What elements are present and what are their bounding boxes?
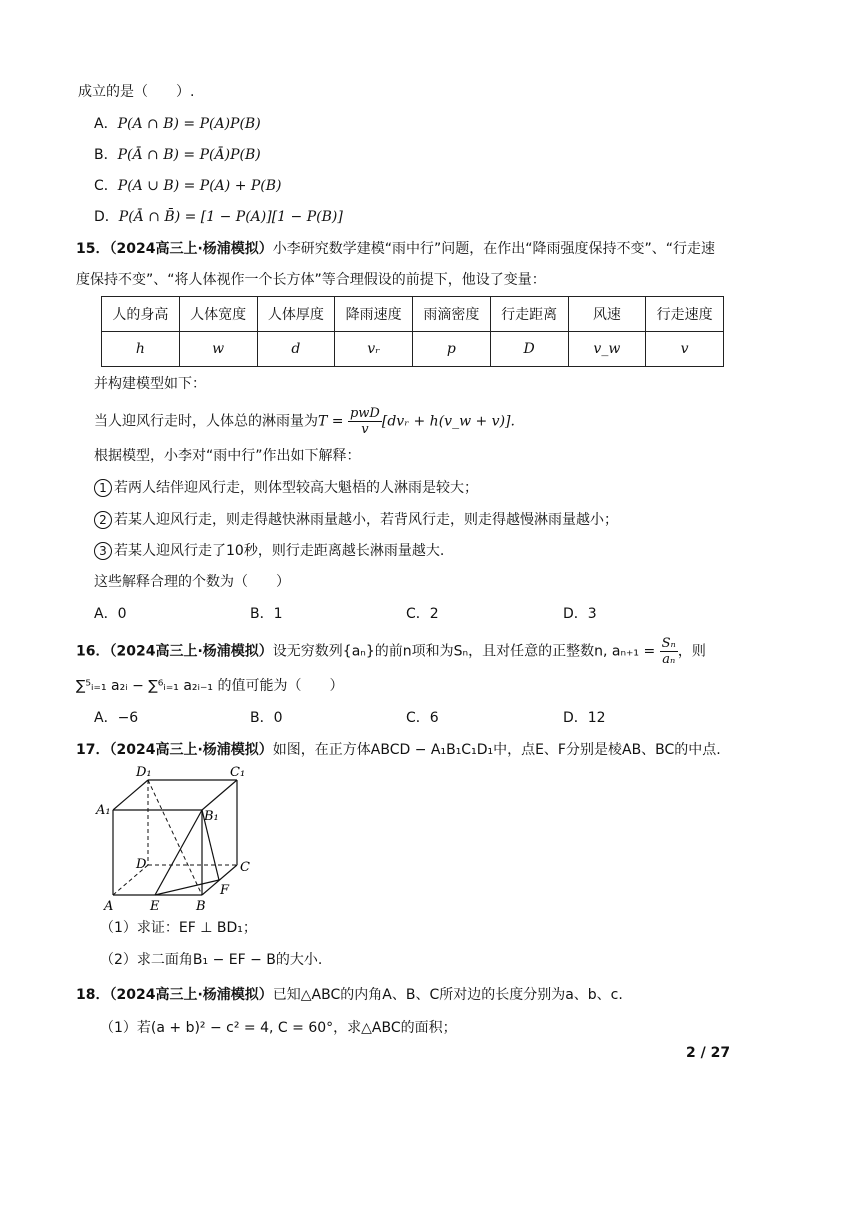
table-cell: h [102, 332, 180, 367]
label-b1: B₁ [204, 809, 219, 824]
formula-rest: [dvᵣ + h(v_w + v)]. [381, 413, 515, 430]
q15-option-b: B．1 [250, 606, 283, 622]
table-cell: vᵣ [335, 332, 413, 367]
q14-option-b [94, 145, 261, 165]
q16-stem-line1 [76, 636, 706, 667]
q15-model-intro: 并构建模型如下： [94, 376, 206, 392]
question-source: （2024高三上·杨浦模拟） [109, 241, 273, 257]
q15-option-a: A．0 [94, 606, 127, 622]
q15-model-formula [94, 406, 515, 437]
formula-lhs: T = [318, 413, 344, 430]
q15-stem-line1 [76, 239, 715, 259]
q17-stem [76, 740, 721, 760]
question-text: 已知△ABC的内角A、B、C所对边的长度分别为a、b、c. [272, 987, 623, 1003]
q15-option-c: C．2 [406, 606, 439, 622]
question-source: （2024高三上·杨浦模拟） [109, 742, 273, 758]
table-cell: 人的身高 [102, 297, 180, 332]
circled-number: 1 [94, 479, 112, 497]
question-source: （2024高三上·杨浦模拟） [109, 643, 273, 660]
table-cell: D [490, 332, 568, 367]
table-cell: 人体宽度 [179, 297, 257, 332]
q15-explain-intro: 根据模型，小李对“雨中行”作出如下解释： [94, 448, 361, 464]
q16-option-c: C．6 [406, 710, 439, 726]
q15-item-1 [94, 478, 478, 498]
q16-stem-line2: ∑⁵ᵢ₌₁ a₂ᵢ − ∑⁶ᵢ₌₁ a₂ᵢ₋₁ 的值可能为（ ） [76, 678, 344, 694]
q16-option-d: D．12 [563, 710, 606, 726]
label-b: B [196, 899, 206, 914]
q15-stem-line2: 度保持不变”、“将人体视作一个长方体”等合理假设的前提下，他设了变量： [76, 272, 546, 288]
question-text: 如图，在正方体ABCD − A₁B₁C₁D₁中，点E、F分别是棱AB、BC的中点. [272, 742, 721, 758]
table-symbol-row [102, 332, 724, 367]
item-text: 若某人迎风行走了10秒，则行走距离越长淋雨量越大. [114, 543, 445, 559]
option-expr: P(Ā ∩ B) = P(Ā)P(B) [117, 147, 261, 163]
option-label: C． [94, 178, 118, 194]
q15-item-3 [94, 541, 444, 561]
table-cell: v [646, 332, 724, 367]
option-expr: P(A ∩ B) = P(A)P(B) [117, 116, 261, 132]
fraction-numerator: Sₙ [661, 636, 676, 651]
question-text: 设无穷数列{aₙ}的前n项和为Sₙ，且对任意的正整数n, aₙ₊₁ = [272, 643, 656, 660]
formula-text: 当人迎风行走时，人体总的淋雨量为 [94, 413, 318, 430]
q14-option-c [94, 176, 282, 196]
table-cell: 人体厚度 [257, 297, 335, 332]
q16-option-b: B．0 [250, 710, 283, 726]
table-cell: 降雨速度 [335, 297, 413, 332]
table-cell: 雨滴密度 [413, 297, 491, 332]
table-cell: 风速 [568, 297, 646, 332]
table-cell: w [179, 332, 257, 367]
option-expr: P(Ā ∩ B̄) = [1 − P(A)][1 − P(B)] [118, 209, 343, 225]
fraction-numerator: pwD [349, 406, 380, 421]
table-cell: p [413, 332, 491, 367]
q15-question: 这些解释合理的个数为（ ） [94, 574, 290, 590]
option-label: D． [94, 209, 119, 225]
q15-item-2 [94, 510, 618, 530]
q18-part-1: （1）若(a + b)² − c² = 4, C = 60°，求△ABC的面积； [100, 1020, 457, 1036]
label-c1: C₁ [230, 765, 246, 780]
question-number: 16． [76, 643, 110, 660]
question-text-end: ，则 [677, 643, 706, 660]
label-f: F [220, 883, 230, 898]
question-source: （2024高三上·杨浦模拟） [109, 987, 273, 1003]
variables-table [101, 296, 724, 367]
circled-number: 3 [94, 542, 112, 560]
option-label: A． [94, 116, 118, 132]
q14-option-a [94, 114, 261, 134]
q18-stem [76, 985, 623, 1005]
q15-option-d: D．3 [563, 606, 597, 622]
cube-figure [90, 760, 260, 915]
label-c: C [240, 860, 250, 875]
circled-number: 2 [94, 511, 112, 529]
stem-fraction [660, 636, 678, 667]
table-cell: d [257, 332, 335, 367]
q14-tail: 成立的是（ ）. [78, 84, 195, 100]
q14-option-d [94, 207, 343, 227]
q17-part-2: （2）求二面角B₁ − EF − B的大小. [100, 952, 323, 968]
label-a1: A₁ [96, 803, 111, 818]
table-header-row [102, 297, 724, 332]
question-number: 18． [76, 987, 110, 1003]
q17-part-1: （1）求证：EF ⊥ BD₁； [100, 920, 257, 936]
label-d1: D₁ [136, 765, 152, 780]
question-number: 15． [76, 241, 110, 257]
fraction-denominator: v [361, 422, 369, 437]
formula-fraction [348, 406, 382, 437]
label-e: E [150, 899, 160, 914]
q16-option-a: A．−6 [94, 710, 139, 726]
table-cell: v_w [568, 332, 646, 367]
table-cell: 行走距离 [490, 297, 568, 332]
item-text: 若某人迎风行走，则走得越快淋雨量越小，若背风行走，则走得越慢淋雨量越小； [114, 512, 618, 528]
question-text: 小李研究数学建模“雨中行”问题，在作出“降雨强度保持不变”、“行走速 [272, 241, 716, 257]
label-d: D [136, 857, 147, 872]
label-a: A [104, 899, 114, 914]
item-text: 若两人结伴迎风行走，则体型较高大魁梧的人淋雨是较大； [114, 480, 478, 496]
fraction-denominator: aₙ [662, 652, 676, 667]
table-cell: 行走速度 [646, 297, 724, 332]
page-number: 2 / 27 [686, 1045, 731, 1061]
question-number: 17． [76, 742, 110, 758]
option-label: B． [94, 147, 118, 163]
option-expr: P(A ∪ B) = P(A) + P(B) [117, 178, 282, 194]
